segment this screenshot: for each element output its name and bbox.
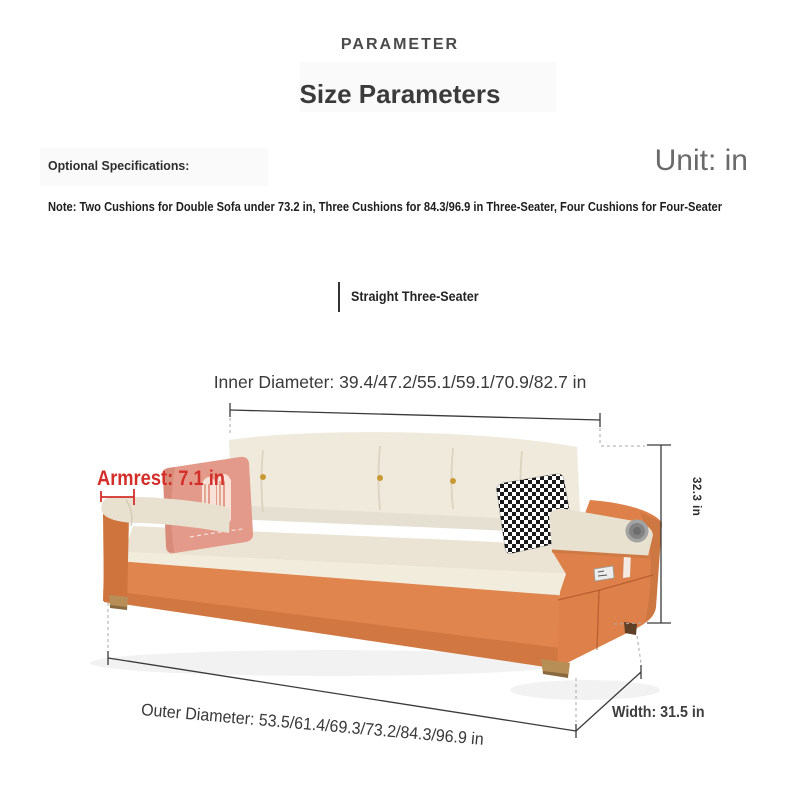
unit-label: Unit: in xyxy=(654,144,748,177)
variant-label: Straight Three-Seater xyxy=(351,289,479,304)
inner-diameter-label: Inner Diameter: 39.4/47.2/55.1/59.1/70.9/82.7 in xyxy=(213,372,587,392)
variant-accent-bar xyxy=(338,282,340,312)
outer-diameter-label: Outer Diameter: 53.5/61.4/69.3/73.2/84.3/96.9 in xyxy=(140,700,485,749)
height-label: 32.3 in xyxy=(690,477,702,517)
parameter-kicker: PARAMETER xyxy=(340,36,460,53)
width-label: Width: 31.5 in xyxy=(612,704,705,721)
armrest-label: Armrest: 7.1 in xyxy=(97,466,225,490)
base-left-side xyxy=(103,514,129,606)
page-title: Size Parameters xyxy=(299,79,501,109)
optional-specifications-label: Optional Specifications: xyxy=(48,158,190,173)
sofa-leg xyxy=(624,622,637,635)
usb-port xyxy=(594,566,614,581)
inner-dimension-line xyxy=(230,403,600,427)
cushion-note: Note: Two Cushions for Double Sofa under 73.2 in, Three Cushions for 84.3/96.9 in Three-Seater, Four Cushions for Four-Seater xyxy=(48,199,723,214)
speaker-icon xyxy=(626,520,649,543)
